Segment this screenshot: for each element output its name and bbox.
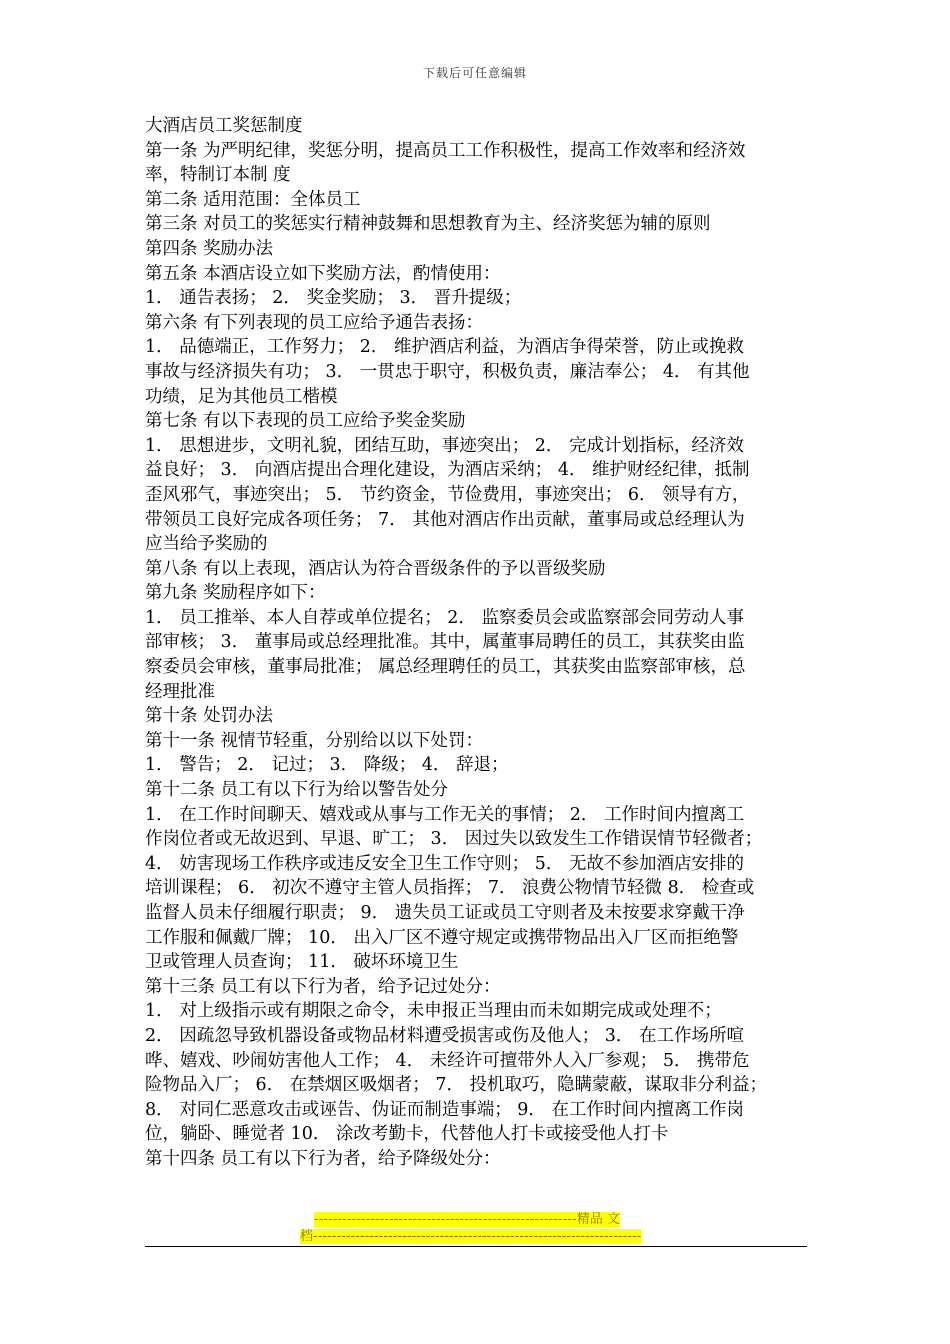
document-line: 作岗位者或无故迟到、早退、旷工； 3． 因过失以致发生工作错误情节轻微者； (145, 829, 763, 850)
document-line: 第八条 有以上表现，酒店认为符合晋级条件的予以晋级奖励 (145, 558, 606, 579)
document-line: 第七条 有以下表现的员工应给予奖金奖励 (145, 411, 466, 432)
document-line: 险物品入厂； 6． 在禁烟区吸烟者； 7． 投机取巧，隐瞒蒙蔽，谋取非分利益； (145, 1075, 768, 1096)
document-line: 1． 在工作时间聊天、嬉戏或从事与工作无关的事情； 2． 工作时间内擅离工 (145, 804, 744, 825)
document-line: 1． 品德端正，工作努力； 2． 维护酒店利益，为酒店争得荣誉，防止或挽救 (145, 337, 744, 358)
document-line: 1． 员工推举、本人自荐或单位提名； 2． 监察委员会或监察部会同劳动人事 (145, 607, 744, 628)
document-line: 2． 因疏忽导致机器设备或物品材料遭受损害或伤及他人； 3． 在工作场所喧 (145, 1025, 744, 1046)
document-line: 功绩，足为其他员工楷模 (145, 386, 338, 407)
footer-banner (300, 1211, 650, 1245)
document-line: 4． 妨害现场工作秩序或违反安全卫生工作守则； 5． 无故不参加酒店安排的 (145, 853, 744, 874)
document-line: 益良好； 3． 向酒店提出合理化建设，为酒店采纳； 4． 维护财经纪律，抵制 (145, 460, 750, 481)
document-line: 1． 思想进步，文明礼貌，团结互助，事迹突出； 2． 完成计划指标，经济效 (145, 435, 744, 456)
footer-divider (145, 1246, 807, 1247)
document-line: 第五条 本酒店设立如下奖励方法，酌情使用： (145, 263, 501, 284)
document-line: 率，特制订本制 度 (145, 165, 291, 186)
document-line: 第十四条 员工有以下行为者，给予降级处分： (145, 1148, 501, 1169)
document-line: 第一条 为严明纪律，奖惩分明，提高员工工作积极性，提高工作效率和经济效 (145, 140, 746, 161)
document-line: 第十一条 视情节轻重，分别给以以下处罚： (145, 730, 484, 751)
document-line: 第四条 奖励办法 (145, 238, 274, 259)
document-line: 8． 对同仁恶意攻击或诬告、伪证而制造事端； 9． 在工作时间内擅离工作岗 (145, 1099, 744, 1120)
document-line: 哗、嬉戏、吵闹妨害他人工作； 4． 未经许可擅带外人入厂参观； 5． 携带危 (145, 1050, 750, 1071)
document-line: 带领员工良好完成各项任务； 7． 其他对酒店作出贡献，董事局或总经理认为 (145, 509, 745, 530)
document-line: 第十条 处罚办法 (145, 706, 274, 727)
document-line: 第十二条 员工有以下行为给以警告处分 (145, 780, 449, 801)
document-line: 第六条 有下列表现的员工应给予通告表扬： (145, 312, 484, 333)
document-line: 应当给予奖励的 (145, 534, 268, 555)
document-line: 歪风邪气，事迹突出； 5． 节约资金，节俭费用，事迹突出； 6． 领导有方， (145, 484, 750, 505)
document-line: 1． 通告表扬； 2． 奖金奖励； 3． 晋升提级； (145, 288, 522, 309)
document-line: 第十三条 员工有以下行为者，给予记过处分： (145, 976, 501, 997)
document-line: 工作服和佩戴厂牌； 10． 出入厂区不遵守规定或携带物品出入厂区而拒绝警 (145, 927, 739, 948)
document-line: 卫或管理人员查询； 11． 破坏环境卫生 (145, 952, 459, 973)
document-line: 位，躺卧、睡觉者 10． 涂改考勤卡，代替他人打卡或接受他人打卡 (145, 1124, 669, 1145)
document-line: 第三条 对员工的奖惩实行精神鼓舞和思想教育为主、经济奖惩为辅的原则 (145, 214, 711, 235)
document-line: 察委员会审核，董事局批准； 属总经理聘任的员工，其获奖由监察部审核，总 (145, 657, 746, 678)
footer-banner-line-1: --------------------------------------------------------精品 文 (314, 1212, 620, 1227)
footer-banner-line-2: 档---------------------------------------------------------------------- (300, 1229, 642, 1244)
document-line: 第九条 奖励程序如下： (145, 583, 326, 604)
document-line: 第二条 适用范围：全体员工 (145, 189, 361, 210)
document-line: 监督人员未仔细履行职责； 9． 遗失员工证或员工守则者及未按要求穿戴干净 (145, 903, 745, 923)
document-line: 事故与经济损失有功； 3． 一贯忠于职守，积极负责，廉洁奉公； 4． 有其他 (145, 361, 750, 382)
page-header-note: 下载后可任意编辑 (422, 66, 527, 80)
document-line: 经理批准 (145, 681, 215, 702)
document-line: 培训课程； 6． 初次不遵守主管人员指挥； 7． 浪费公物情节轻微 8． 检查或 (145, 878, 755, 899)
document-line: 1． 对上级指示或有期限之命令，未申报正当理由而未如期完成或处理不； (145, 1001, 722, 1022)
document-title: 大酒店员工奖惩制度 (145, 116, 303, 136)
document-line: 1． 警告； 2． 记过； 3． 降级； 4． 辞退； (145, 755, 509, 776)
document-line: 部审核； 3． 董事局或总经理批准。其中，属董事局聘任的员工，其获奖由监 (145, 632, 745, 653)
document-body (145, 114, 813, 1172)
